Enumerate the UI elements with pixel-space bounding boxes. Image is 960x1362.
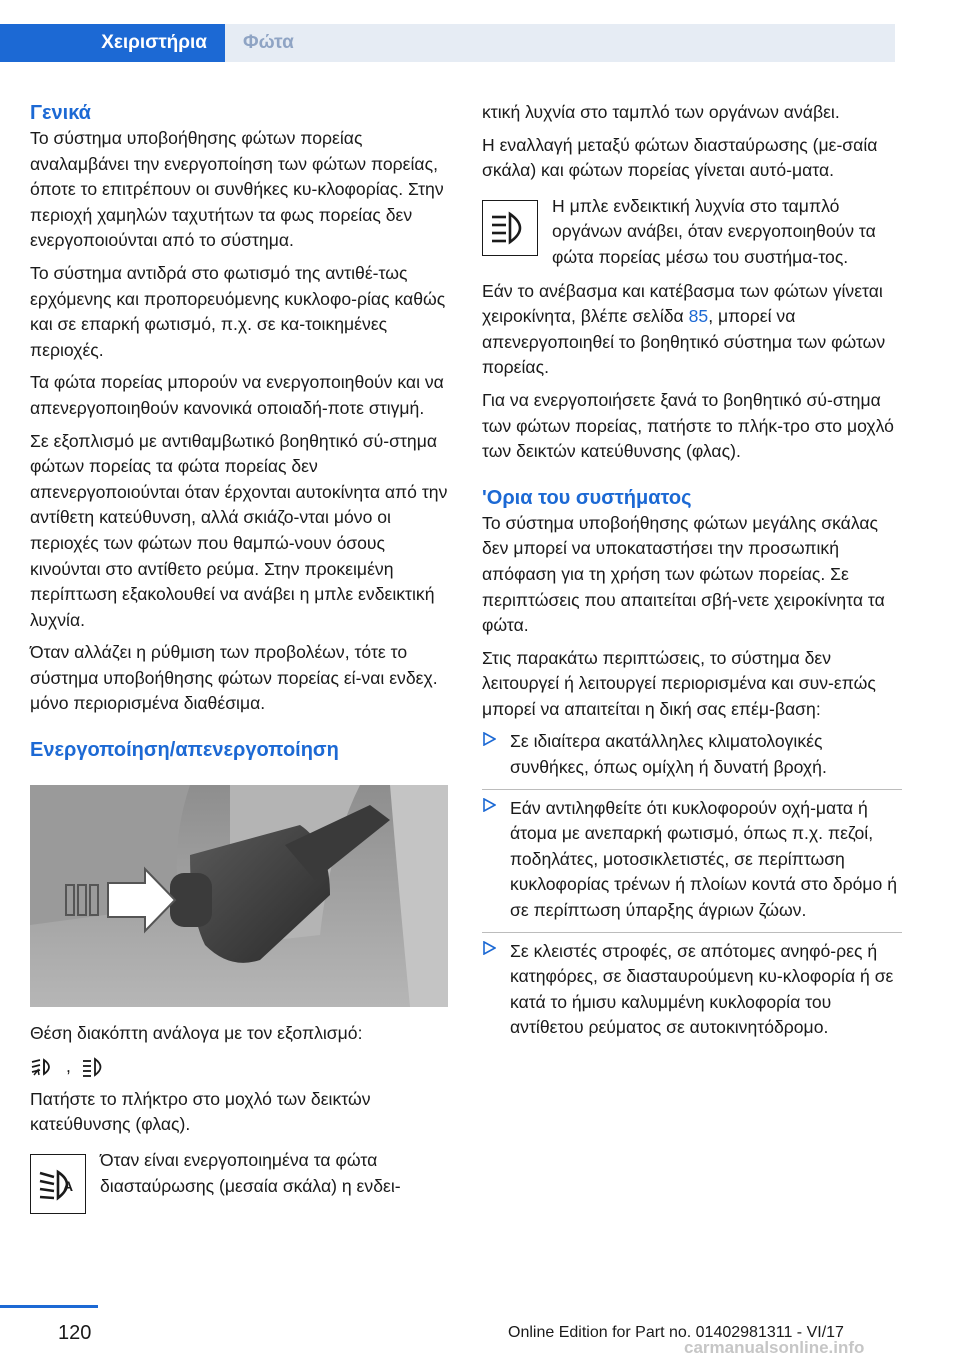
paragraph: Πατήστε το πλήκτρο στο μοχλό των δεικτών κατεύθυνσης (φλας). <box>30 1088 371 1135</box>
watermark: carmanualsonline.info <box>684 1338 865 1357</box>
list-item: Σε ιδιαίτερα ακατάλληλες κλιματολογικές συνθήκες, όπως ομίχλη ή δυνατή βροχή. <box>482 729 902 780</box>
paragraph-manual: Εάν το ανέβασμα και κατέβασμα των φώτων γίνεται χειροκίνητα, βλέπε σελίδα 85, μπορεί να απενεργοποιηθεί το βοηθητικό σύστημα των φώτων πορείας. <box>482 280 886 378</box>
note-low-beam <box>30 1148 450 1212</box>
note-high-beam <box>482 194 902 271</box>
high-beam-assist-icon <box>30 1056 56 1078</box>
page-link[interactable]: 85 <box>688 306 709 327</box>
note-text: Όταν είναι ενεργοποιημένα τα φώτα διασταύρωσης (μεσαία σκάλα) η ενδει- <box>100 1149 401 1196</box>
paragraph: κτική λυχνία στο ταμπλό των οργάνων ανάβει. <box>482 102 840 122</box>
bullet-triangle-icon <box>482 732 496 746</box>
caption-separator: , <box>66 1056 71 1077</box>
paragraph: Όταν αλλάζει η ρύθμιση των προβολέων, τότε το σύστημα υποβοήθησης φώτων πορείας εί-ναι ενδεχ. μόνο περιορισμένα διαθέσιμα. <box>30 642 438 714</box>
lever-illustration <box>30 785 448 1007</box>
paragraph: Στις παρακάτω περιπτώσεις, το σύστημα δεν λειτουργεί ή λειτουργεί περιορισμένα και συν-επώς μπορεί να απαιτείται η δική σας επέμ-βαση: <box>482 647 876 719</box>
heading-general: Γενικά <box>30 102 91 124</box>
footer-accent-line <box>0 1305 98 1308</box>
left-column <box>30 100 450 1220</box>
low-beam-indicator-icon <box>30 1154 86 1214</box>
caption-icons <box>30 1054 450 1080</box>
bullet-triangle-icon <box>482 798 496 812</box>
list-item: Σε κλειστές στροφές, σε απότομες ανηφό-ρες ή κατηφόρες, σε διασταυρούμενη κυ-κλοφορία ή σε κατά το ήμισυ καλυμμένη κυκλοφορία του αντίθετου ρεύματος σε αυτοκινητόδρομο. <box>482 932 902 1041</box>
tab-lights[interactable]: Φώτα <box>225 24 895 62</box>
svg-text:A: A <box>63 1177 74 1194</box>
high-beam-indicator-icon <box>482 200 538 256</box>
paragraph: Τα φώτα πορείας μπορούν να ενεργοποιηθούν και να απενεργοποιηθούν κανονικά οποιαδή-ποτε στιγμή. <box>30 372 444 418</box>
list-item: Εάν αντιληφθείτε ότι κυκλοφορούν οχή-ματα ή άτομα με ανεπαρκή φωτισμό, όπως π.χ. πεζοί, ποδηλάτες, μοτοσικλετιστές, σε περίπτωση κυκλοφορίας τρένων ή πλοίων κοντά στο δρόμο ή σε περίπτωση ύπαρξης άγριων ζώων. <box>482 789 902 924</box>
paragraph: Το σύστημα αντιδρά στο φωτισμό της αντιθέ-τως ερχόμενης και προπορευόμενης κυκλοφο-ρίας καθώς και σε επαρκή φωτισμό, π.χ. σε κα-τοικημένες περιοχές. <box>30 262 446 360</box>
turn-signal-lever-photo <box>30 785 448 1007</box>
paragraph: Το σύστημα υποβοήθησης φώτων μεγάλης σκάλας δεν μπορεί να υποκαταστήσει την προσωπική απόφαση για τη χρήση των φώτων πορείας. Σε περιπτώσεις που απαιτείται σβή-νετε χειροκίνητα τα φώτα. <box>482 512 885 636</box>
high-beam-assist-auto-icon <box>81 1056 107 1078</box>
tab-controls[interactable]: Χειριστήρια <box>0 24 225 62</box>
heading-activation: Ενεργοποίηση/απενεργοποίηση <box>30 739 339 762</box>
paragraph: Για να ενεργοποιήσετε ξανά το βοηθητικό σύ-στημα των φώτων πορείας, πατήστε το πλήκ-τρο στο μοχλό των δεικτών κατεύθυνσης (φλας). <box>482 389 894 462</box>
paragraph: Η εναλλαγή μεταξύ φώτων διασταύρωσης (με-σαία σκάλα) και φώτων πορείας γίνεται αυτό-ματα. <box>482 134 878 181</box>
page-number: 120 <box>58 1322 92 1344</box>
paragraph: Σε εξοπλισμό με αντιθαμβωτικό βοηθητικό σύ-στημα φώτων πορείας τα φώτα πορείας δεν απενεργοποιούνται όταν έρχονται αυτοκίνητα από την αντίθετη κατεύθυνση, αλλά σκιάζο-νται μόνο οι περιοχές των φώτων που θαμπώ-νουν όσους κινούνται στο αντίθετο ρεύμα. Στην προκειμένη περίπτωση εξακολουθεί να ανάβει η μπλε ενδεικτική λυχνία. <box>30 430 448 630</box>
note-text: Η μπλε ενδεικτική λυχνία στο ταμπλό οργάνων ανάβει, όταν ενεργοποιηθούν τα φώτα πορείας μέσω του συστήμα-τος. <box>552 195 876 267</box>
photo-caption: Θέση διακόπτη ανάλογα με τον εξοπλισμό: <box>30 1023 363 1044</box>
bullet-triangle-icon <box>482 941 496 955</box>
limits-list <box>482 729 902 1041</box>
edition-note: Online Edition for Part no. 01402981311 - VI/17 <box>508 1324 844 1341</box>
heading-limits: 'Ορια του συστήματος <box>482 486 692 509</box>
header <box>0 0 960 62</box>
right-column <box>482 100 902 1049</box>
paragraph: Το σύστημα υποβοήθησης φώτων πορείας αναλαμβάνει την ενεργοποίηση των φώτων πορείας, όποτε το επιτρέπουν οι συνθήκες κυ-κλοφορίας. Στην περιοχή χαμηλών ταχυτήτων τα φως πορείας δεν ενεργοποιούνται από το σύστημα. <box>30 128 444 251</box>
